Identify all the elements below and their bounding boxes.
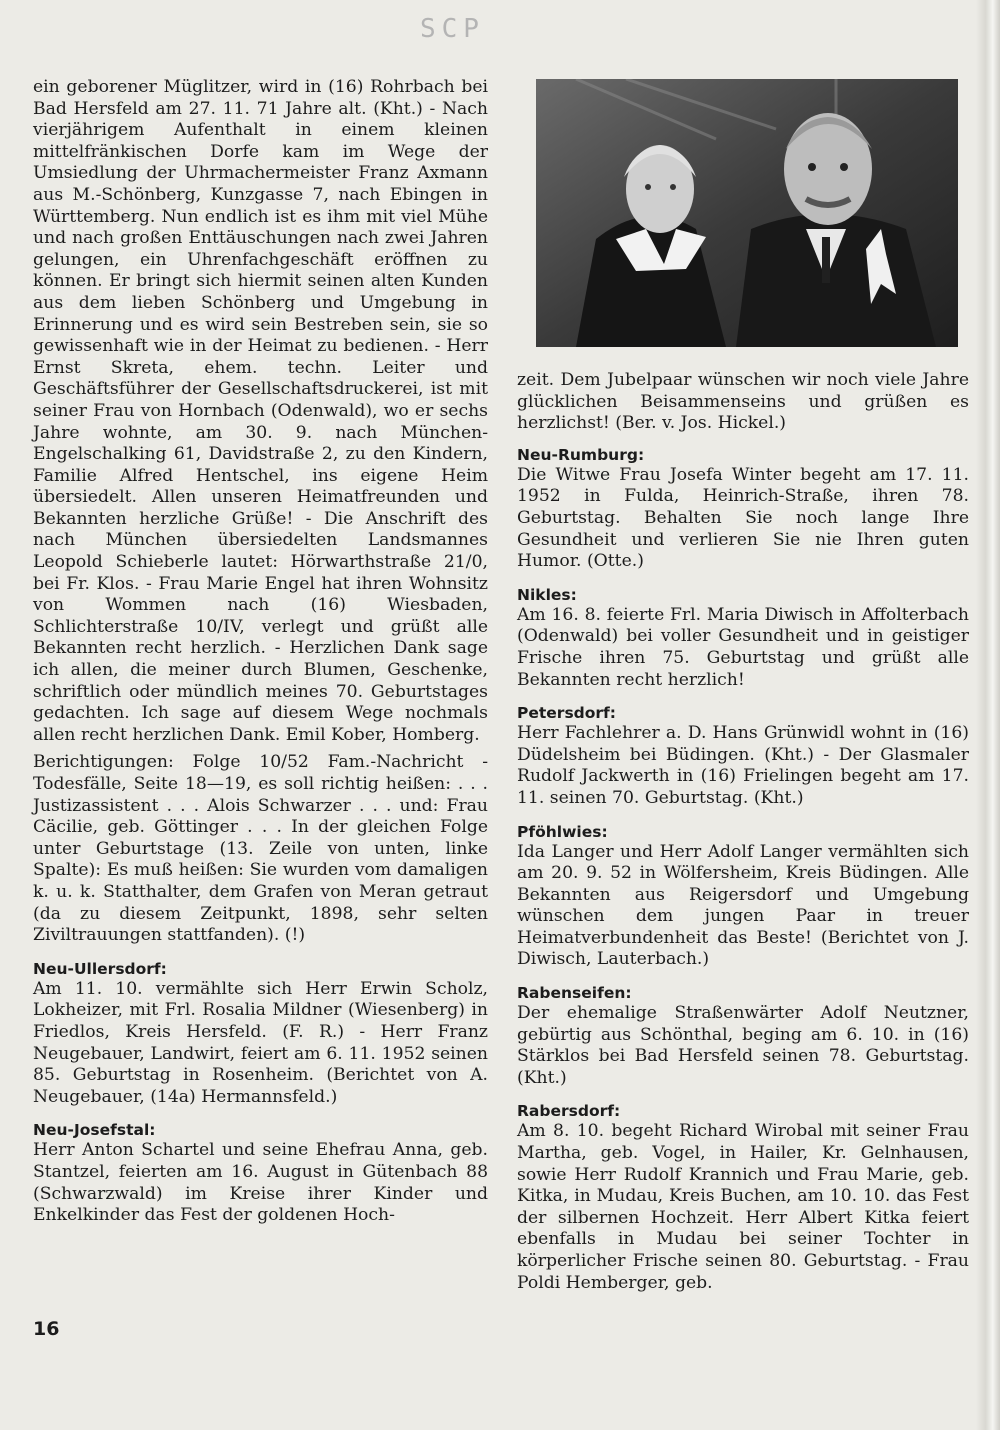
section-text-neu-josefstal: Herr Anton Schartel und seine Ehefrau Anna, geb. Stantzel, feierten am 16. August in Gütenbach 88 (Schwarzwald) im Kreise ihrer Kinder und Enkelkinder das Fest der goldenen Hoch- bbox=[33, 1140, 488, 1226]
section-heading-neu-rumburg: Neu-Rumburg: bbox=[517, 445, 645, 464]
section-text-rabersdorf: Am 8. 10. begeht Richard Wirobal mit seiner Frau Martha, geb. Vogel, in Hailer, Kr. Gelnhausen, sowie Herr Rudolf Krannich und Frau Marie, geb. Kitka, in Mudau, Kreis Buchen, am 10. 10. das Fest der silbernen Hochzeit. Herr Albert Kitka feiert ebenfalls in Mudau bei seiner Tochter in körperlicher Frische seinen 80. Geburtstag. - Frau Poldi Hemberger, geb. bbox=[517, 1121, 969, 1293]
section-heading-rabersdorf: Rabersdorf: bbox=[517, 1102, 621, 1121]
paragraph: ein geborener Müglitzer, wird in (16) Rohrbach bei Bad Hersfeld am 27. 11. 71 Jahre alt. (Kht.) - Nach vierjährigem Aufenthalt in einem kleinen mittelfränkischen Dorfe kam im Wege der Umsiedlung der Uhrmachermeister Franz Axmann aus M.-Schönberg, Kunzgasse 7, nach Ebingen in Württemberg. Nun endlich ist es ihm mit viel Mühe und nach großen Enttäuschungen nach zwei Jahren gelungen, ein Uhrenfachgeschäft eröffnen zu können. Er bringt sich hiermit seinen alten Kunden aus dem lieben Schönberg und Umgebung in Erinnerung und es wird sein Bestreben sein, sie so gewissenhaft wie in der Heimat zu bedienen. - Herr Ernst Skreta, ehem. techn. Leiter und Geschäftsführer der Gesellschaftsdruckerei, ist mit seiner Frau von Hornbach (Odenwald), wo er sechs Jahre wohnte, am 30. 9. nach München-Engelschalking 61, Davidstraße 2, zu den Kindern, Familie Alfred Hentschel, ins eigene Heim übersiedelt. Allen unseren Heimatfreunden und Bekannten herzliche Grüße! - Die Anschrift des nach München übersiedelten Landsmannes Leopold Schieberle lautet: Hörwarthstraße 21/0, bei Fr. Klos. - Frau Marie Engel hat ihren Wohnsitz von Wommen nach (16) Wiesbaden, Schlichterstraße 10/IV, verlegt und grüßt alle Bekannten recht herzlich. - Herzlichen Dank sage ich allen, die meiner durch Blumen, Geschenke, schriftlich oder mündlich meines 70. Geburtstages gedachten. Ich sage auf diesem Wege nochmals allen recht herzlichen Dank. Emil Kober, Homberg. bbox=[33, 77, 488, 745]
section-text-petersdorf: Herr Fachlehrer a. D. Hans Grünwidl wohnt in (16) Düdelsheim bei Büdingen. (Kht.) - Der Glasmaler Rudolf Jackwerth in (16) Frielingen begeht am 17. 11. seinen 70. Geburtstag. (Kht.) bbox=[517, 723, 969, 808]
section-text-pfoehlwies: Ida Langer und Herr Adolf Langer vermählten sich am 20. 9. 52 in Wölfersheim, Kreis Büdingen. Alle Bekannten aus Reigersdorf und Umgebung wünschen dem jungen Paar in treuer Heimatverbundenheit das Beste! (Berichtet von J. Diwisch, Lauterbach.) bbox=[517, 841, 969, 970]
section-text-rabenseifen: Der ehemalige Straßenwärter Adolf Neutzner, gebürtig aus Schönthal, beging am 6. 10. in (16) Stärklos bei Bad Hersfeld seinen 78. Geburtstag. (Kht.) bbox=[517, 1003, 969, 1088]
section-heading-rabenseifen: Rabenseifen: bbox=[517, 984, 632, 1003]
corrections-paragraph: Berichtigungen: Folge 10/52 Fam.-Nachricht - Todesfälle, Seite 18—19, es soll richtig heißen: . . . Justizassistent . . . Alois Schwarzer . . . und: Frau Cäcilie, geb. Göttinger . . . In der gleichen Folge unter Geburtstage (13. Zeile von unten, linke Spalte): Es muß heißen: Sie wurden vom damaligen k. u. k. Statthalter, dem Grafen von Meran getraut (da zu diesem Zeitpunkt, 1898, sehr selten Ziviltrauungen stattfanden). (!) bbox=[33, 752, 488, 946]
section-heading-nikles: Nikles: bbox=[517, 585, 577, 604]
left-column bbox=[33, 77, 488, 1227]
page-edge-shadow bbox=[976, 0, 1000, 1430]
archive-stamp: SCP bbox=[420, 14, 485, 44]
section-heading-neu-ullersdorf: Neu-Ullersdorf: bbox=[33, 959, 167, 978]
section-heading-pfoehlwies: Pföhlwies: bbox=[517, 822, 608, 841]
section-text-neu-ullersdorf: Am 11. 10. vermählte sich Herr Erwin Scholz, Lokheizer, mit Frl. Rosalia Mildner (Wiesenberg) in Friedlos, Kreis Hersfeld. (F. R.) - Herr Franz Neugebauer, Landwirt, feiert am 6. 11. 1952 seinen 85. Geburtstag in Rosenheim. (Berichtet von A. Neugebauer, (14a) Hermannsfeld.) bbox=[33, 978, 488, 1107]
right-column bbox=[517, 370, 969, 1294]
paragraph-continuation: zeit. Dem Jubelpaar wünschen wir noch viele Jahre glücklichen Beisammenseins und grüßen es herzlichst! (Ber. v. Jos. Hickel.) bbox=[517, 370, 969, 434]
section-heading-neu-josefstal: Neu-Josefstal: bbox=[33, 1121, 156, 1140]
page-number: 16 bbox=[33, 1318, 60, 1340]
couple-photo bbox=[536, 79, 958, 347]
section-text-neu-rumburg: Die Witwe Frau Josefa Winter begeht am 17. 11. 1952 in Fulda, Heinrich-Straße, ihren 78. Geburtstag. Behalten Sie noch lange Ihre Gesundheit und verlieren Sie nie Ihren guten Humor. (Otte.) bbox=[517, 464, 969, 572]
couple-photo-graphic bbox=[536, 79, 958, 347]
section-heading-petersdorf: Petersdorf: bbox=[517, 704, 616, 723]
section-text-nikles: Am 16. 8. feierte Frl. Maria Diwisch in Affolterbach (Odenwald) bei voller Gesundheit und in geistiger Frische ihren 75. Geburtstag und grüßt alle Bekannten recht herzlich! bbox=[517, 604, 969, 690]
